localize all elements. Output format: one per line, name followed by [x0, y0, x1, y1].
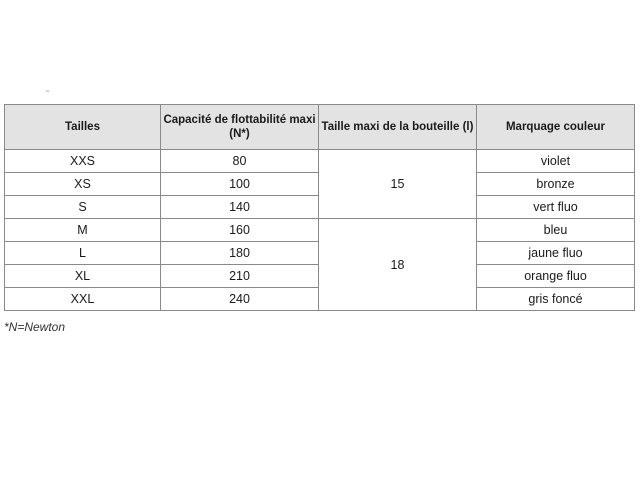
table-row	[5, 219, 635, 242]
capacity-cell: 160	[161, 219, 319, 242]
size-cell: XXS	[5, 150, 161, 173]
capacity-cell: 180	[161, 242, 319, 265]
color-cell: vert fluo	[477, 196, 635, 219]
stray-mark: ˜	[46, 89, 49, 99]
color-cell: jaune fluo	[477, 242, 635, 265]
table-header-row	[5, 105, 635, 150]
bottle-cell: 18	[319, 219, 477, 311]
size-cell: XXL	[5, 288, 161, 311]
color-cell: violet	[477, 150, 635, 173]
capacity-cell: 100	[161, 173, 319, 196]
color-cell: gris foncé	[477, 288, 635, 311]
footnote: *N=Newton	[4, 320, 66, 334]
color-cell: bronze	[477, 173, 635, 196]
capacity-cell: 140	[161, 196, 319, 219]
header-size: Tailles	[5, 105, 161, 150]
size-cell: S	[5, 196, 161, 219]
capacity-cell: 240	[161, 288, 319, 311]
capacity-cell: 210	[161, 265, 319, 288]
color-cell: bleu	[477, 219, 635, 242]
header-color: Marquage couleur	[477, 105, 635, 150]
color-cell: orange fluo	[477, 265, 635, 288]
header-capacity: Capacité de flottabilité maxi (N*)	[161, 105, 319, 150]
size-cell: XL	[5, 265, 161, 288]
size-cell: L	[5, 242, 161, 265]
size-cell: M	[5, 219, 161, 242]
size-table	[4, 104, 635, 311]
size-cell: XS	[5, 173, 161, 196]
header-bottle: Taille maxi de la bouteille (l)	[319, 105, 477, 150]
table-row	[5, 150, 635, 173]
bottle-cell: 15	[319, 150, 477, 219]
capacity-cell: 80	[161, 150, 319, 173]
